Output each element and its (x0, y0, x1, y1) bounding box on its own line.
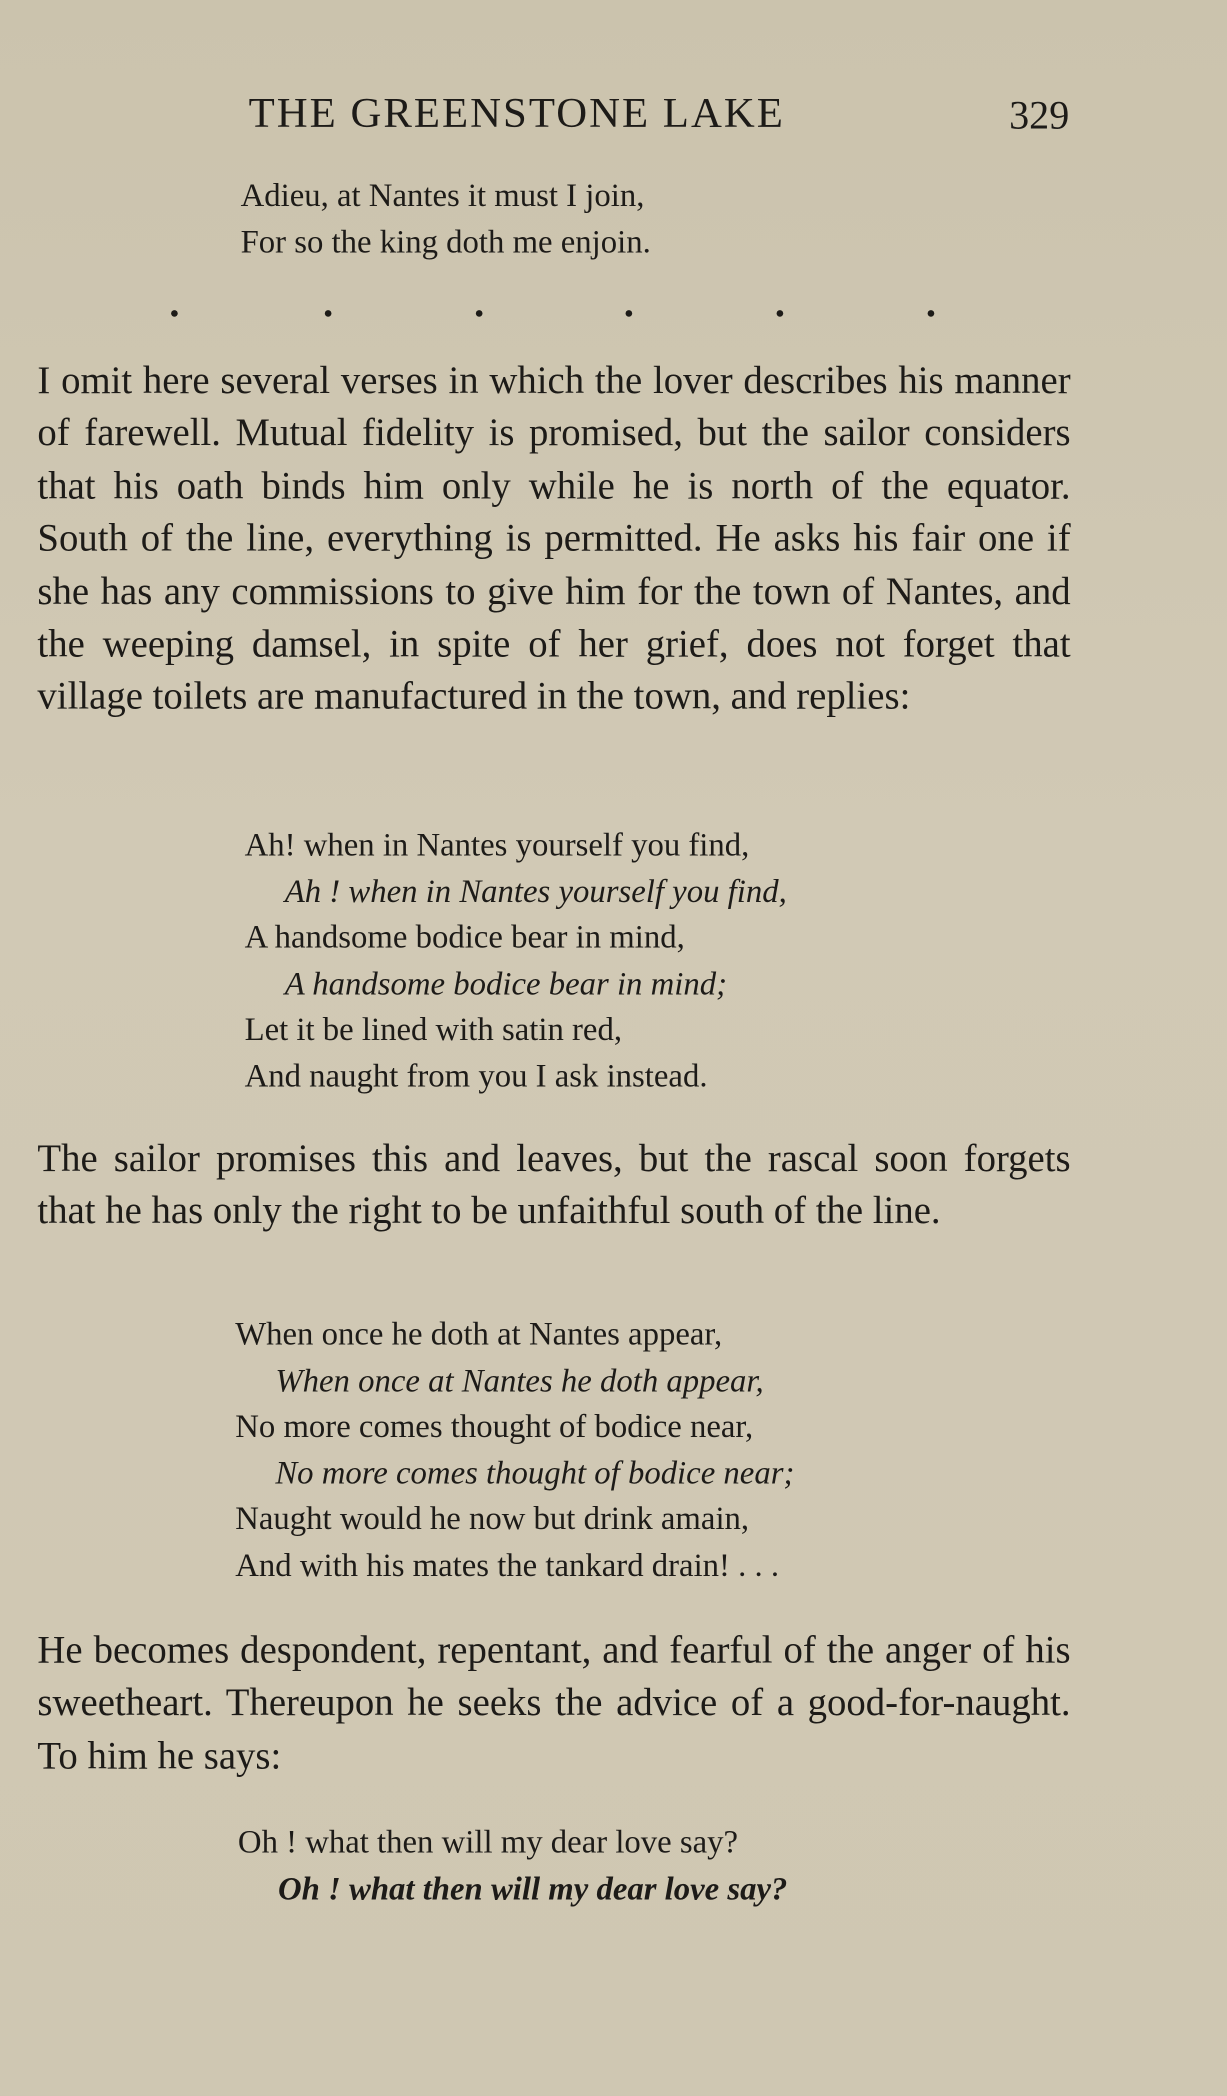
dot (626, 310, 633, 317)
verse-line: And with his mates the tankard drain! . . . (235, 1547, 780, 1584)
verse-line: For so the king doth me enjoin. (240, 224, 651, 261)
verse-line: Ah! when in Nantes yourself you find, (244, 827, 750, 864)
verse-line-refrain: No more comes thought of bodice near; (275, 1455, 795, 1492)
dot (171, 310, 178, 317)
dot (777, 310, 784, 317)
dot (476, 310, 483, 317)
verse-line-refrain: Ah ! when in Nantes yourself you find, (284, 873, 787, 910)
dot (928, 310, 935, 317)
page-number: 329 (1009, 93, 1070, 138)
verse-stanza (235, 1313, 794, 1590)
verse-line-refrain: When once at Nantes he doth appear, (275, 1362, 764, 1399)
paragraph: I omit here several verses in which the lover describes his manner of farewell. Mutual fidelity is promised, but the sailor considers that his oath binds him only while he is north of the equator. South of the line, everything is permitted. He asks his fair one if she has any commissions to give him for the town of Nantes, and the weeping damsel, in spite of her grief, does not forget that village toilets are manufactured in the town, and replies: (37, 359, 1071, 719)
verse-line: No more comes thought of bodice near, (235, 1409, 754, 1446)
verse-line: Oh ! what then will my dear love say? (237, 1824, 739, 1861)
verse-stanza (238, 1820, 788, 1912)
verse-line-refrain: Oh ! what then will my dear love say? (278, 1870, 788, 1907)
verse-line: Naught would he now but drink amain, (235, 1501, 750, 1538)
verse-line-refrain: A handsome bodice bear in mind; (284, 966, 728, 1003)
verse-line: A handsome bodice bear in mind, (244, 919, 685, 956)
running-head: THE GREENSTONE LAKE (248, 88, 785, 137)
verse-line: When once he doth at Nantes appear, (235, 1316, 723, 1353)
verse-stanza (245, 823, 787, 1100)
verse-line: Adieu, at Nantes it must I join, (240, 177, 645, 214)
verse-line: Let it be lined with satin red, (244, 1012, 623, 1049)
verse-line: And naught from you I ask instead. (244, 1058, 708, 1095)
paragraph: The sailor promises this and leaves, but the rascal soon forgets that he has only the right to be unfaithful south of the line. (37, 1137, 1071, 1233)
verse-stanza (241, 174, 651, 266)
paragraph: He becomes despondent, repentant, and fearful of the anger of his sweetheart. Thereupon he seeks the advice of a good-for-naught. To him he says: (37, 1629, 1071, 1778)
dot (325, 310, 332, 317)
